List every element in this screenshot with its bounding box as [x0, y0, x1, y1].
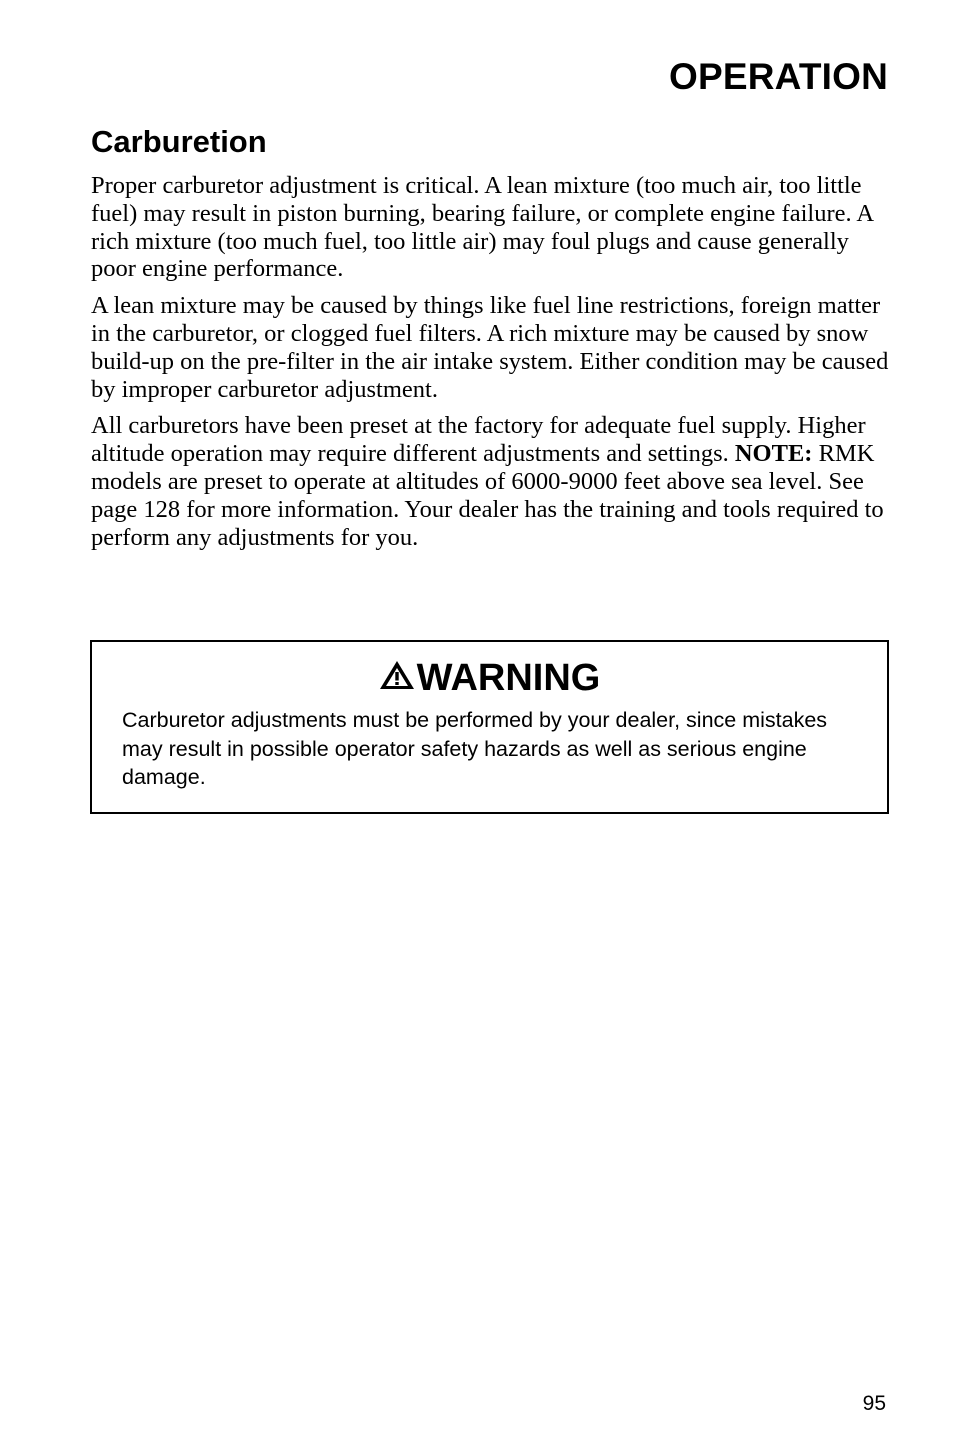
- warning-text: Carburetor adjustments must be performed by your dealer, since mistakes may result in possible operator safety hazards as well as serious engine damage.: [122, 708, 828, 789]
- warning-heading: [92, 656, 887, 700]
- paragraph-3-start: All carburetors have been preset at the factory for adequate fuel supply. Higher altitude operation may require different adjustments and settings.: [91, 412, 866, 468]
- page-title: Carburetion: [91, 124, 267, 159]
- warning-triangle-icon: [379, 660, 415, 690]
- note-label: NOTE:: [734, 440, 813, 468]
- paragraph-3: [91, 412, 891, 551]
- section-header: OPERATION: [668, 56, 888, 97]
- body-text: [91, 172, 891, 560]
- page-number: 95: [862, 1392, 886, 1415]
- warning-heading-text: WARNING: [416, 657, 601, 699]
- paragraph-1: Proper carburetor adjustment is critical. A lean mixture (too much air, too little fuel) may result in piston burning, bearing failure, or complete engine failure. A rich mixture (too much fuel, too little air) may foul plugs and cause generally poor engine performance.: [91, 172, 873, 283]
- paragraph-3-end: RMK models are preset to operate at altitudes of 6000-9000 feet above sea level. See page 128 for more information. Your dealer has the training and tools required to perform any adjustments for you.: [91, 440, 884, 551]
- paragraph-2: A lean mixture may be caused by things like fuel line restrictions, foreign matter in the carburetor, or clogged fuel filters. A rich mixture may be caused by snow build-up on the pre-filter in the air intake system. Either condition may be caused by improper carburetor adjustment.: [91, 292, 889, 403]
- warning-box: [90, 640, 889, 814]
